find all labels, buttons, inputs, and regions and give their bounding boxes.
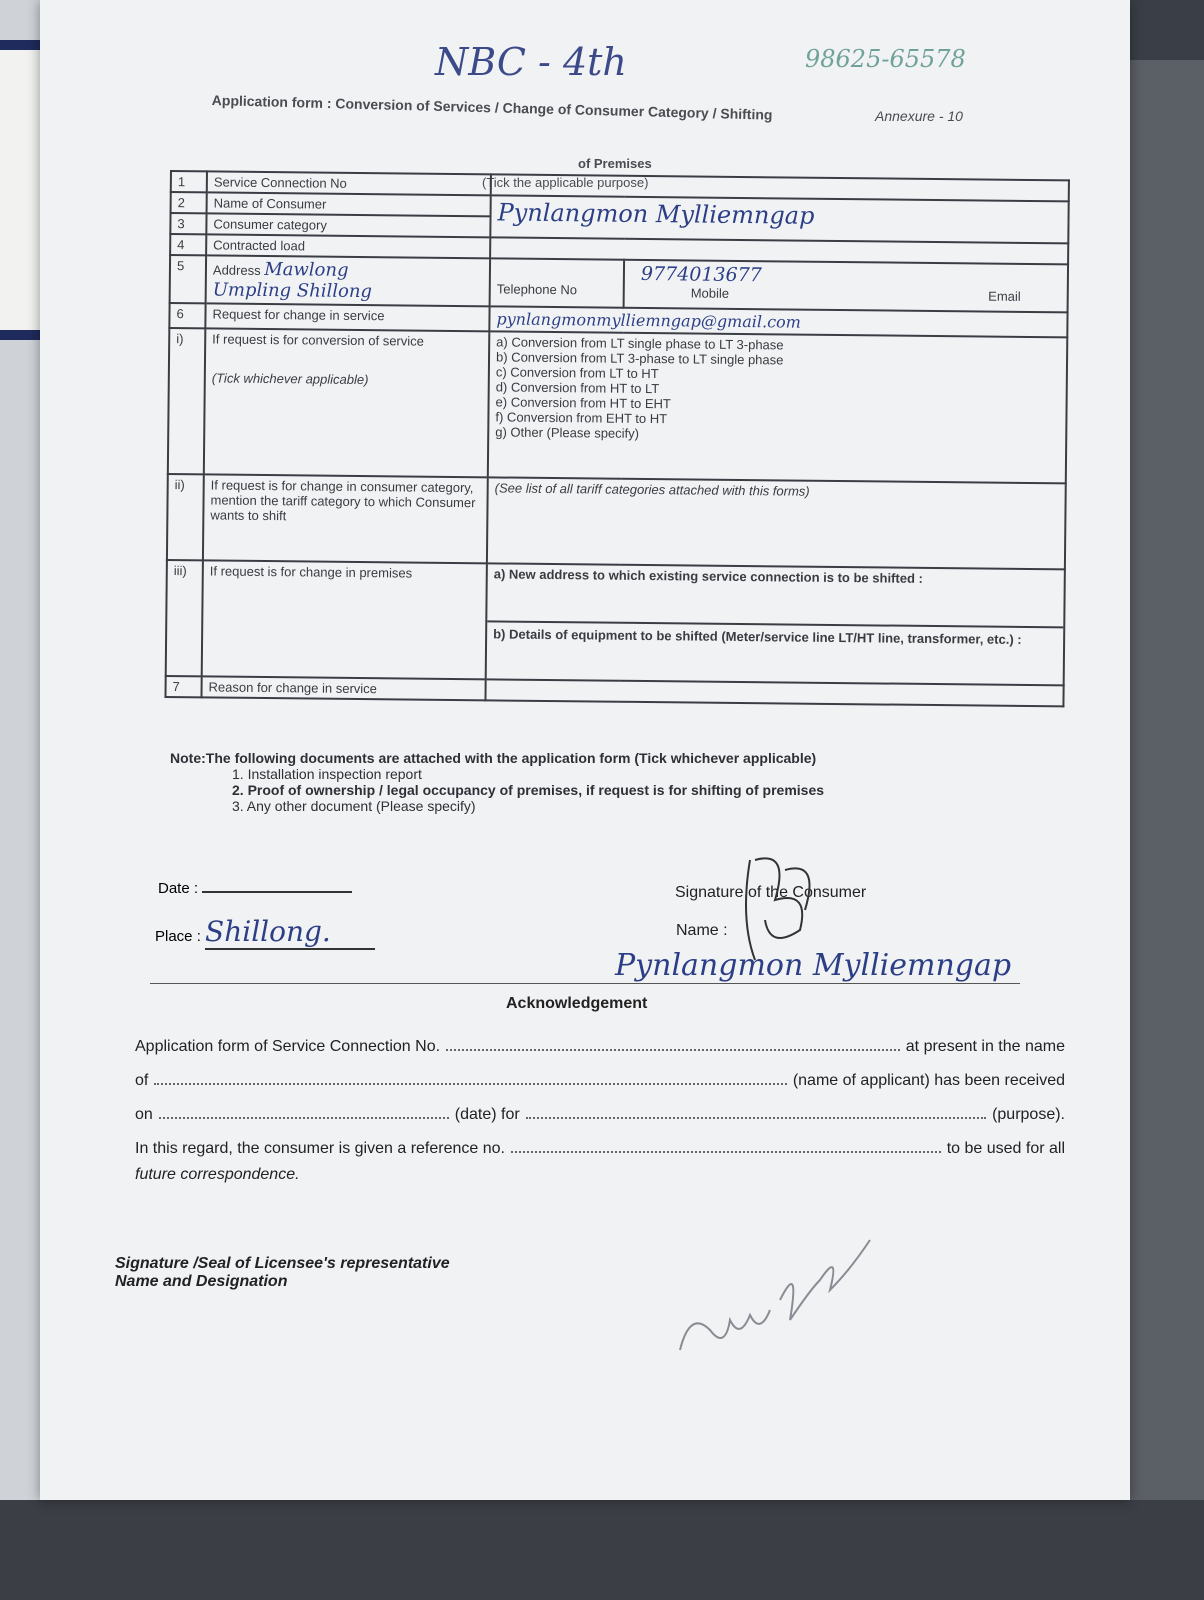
ack-line3-end: (purpose). <box>992 1106 1065 1123</box>
reason-label: Reason for change in service <box>201 676 485 700</box>
premises-option-b[interactable]: b) Details of equipment to be shifted (Meter/service line LT/HT line, transformer, etc.) : <box>487 620 1063 647</box>
address-handwriting-1: Mawlong <box>264 258 349 281</box>
mobile-handwriting: 9774013677 <box>640 262 762 287</box>
date-field[interactable] <box>158 880 352 897</box>
form-subtitle: (Tick the applicable purpose) <box>482 175 649 190</box>
contracted-load-label: Contracted load <box>206 234 490 258</box>
consumer-category-label: Consumer category <box>206 213 490 237</box>
date-label: Date : <box>158 880 199 897</box>
conversion-option-d[interactable]: d) Conversion from HT to LT <box>495 379 660 397</box>
ack-line5: future correspondence. <box>135 1166 300 1183</box>
conversion-option-f[interactable]: f) Conversion from EHT to HT <box>495 409 668 427</box>
purpose-blank[interactable] <box>526 1117 986 1119</box>
conversion-option-b[interactable]: b) Conversion from LT 3-phase to LT single phase <box>495 349 784 368</box>
form-title-line2: of Premises <box>578 156 652 171</box>
service-connection-blank[interactable] <box>446 1049 900 1051</box>
place-field[interactable] <box>155 915 375 950</box>
mobile-label: Mobile <box>690 285 730 301</box>
note-item-3: 3. Any other document (Please specify) <box>232 798 476 814</box>
note-text: :The following documents are attached with the application form (Tick whichever applicable) <box>201 750 817 766</box>
conversion-label-cell <box>204 328 490 477</box>
ack-line1-start: Application form of Service Connection No. <box>135 1038 441 1055</box>
ack-line4-end: to be used for all <box>946 1140 1065 1157</box>
date-blank[interactable] <box>159 1117 449 1119</box>
licensee-name-label: Name and Designation <box>115 1273 288 1290</box>
category-change-value[interactable]: (See list of all tariff categories attached with this forms) <box>487 477 1066 569</box>
row-number: 6 <box>169 303 205 328</box>
ack-line1-end: at present in the name <box>905 1038 1065 1055</box>
conversion-option-g[interactable]: g) Other (Please specify) <box>495 424 640 441</box>
ack-line2-start: of <box>135 1072 149 1089</box>
divider <box>150 983 1020 984</box>
ack-line4-start: In this regard, the consumer is given a reference no. <box>135 1140 505 1157</box>
conversion-option-c[interactable]: c) Conversion from LT to HT <box>495 364 659 382</box>
address-cell[interactable] <box>206 255 490 306</box>
date-line <box>202 891 352 893</box>
acknowledgement-body <box>135 1030 1065 1184</box>
place-handwriting: Shillong. <box>205 915 375 950</box>
row-number: ii) <box>167 474 204 560</box>
note-block <box>170 750 1070 814</box>
row-number: 7 <box>165 676 201 697</box>
conversion-options <box>488 331 1067 483</box>
service-connection-label: Service Connection No <box>207 171 491 195</box>
conversion-option-e[interactable]: e) Conversion from HT to EHT <box>495 394 671 412</box>
premises-option-a[interactable]: a) New address to which existing service connection is to be shifted : <box>493 566 923 586</box>
premises-change-label: If request is for change in premises <box>202 560 487 679</box>
contact-cell[interactable] <box>624 260 1068 313</box>
licensee-signature-label: Signature /Seal of Licensee's representative <box>115 1255 450 1272</box>
licensee-signature-image <box>670 1220 910 1370</box>
conversion-note: (Tick whichever applicable) <box>211 370 369 388</box>
address-label: Address <box>212 262 261 278</box>
consumer-name-label: Name of Consumer <box>207 192 491 216</box>
form-title-line1: Application form : Conversion of Services / Change of Consumer Category / Shifting <box>211 92 773 123</box>
request-change-label: Request for change in service <box>205 303 489 331</box>
consumer-name-signature: Pynlangmon Mylliemngap <box>615 948 1012 983</box>
note-item-2: 2. Proof of ownership / legal occupancy of premises, if request is for shifting of premises <box>232 782 825 798</box>
desk-bottom-background <box>0 1500 1204 1600</box>
consumer-name-value[interactable] <box>490 195 1068 243</box>
row-number: 5 <box>170 255 207 303</box>
premises-change-cell <box>486 563 1065 685</box>
ack-line3-start: on <box>135 1106 153 1123</box>
telephone-label: Telephone No <box>496 281 578 298</box>
telephone-cell <box>490 258 624 307</box>
note-item-1: 1. Installation inspection report <box>232 766 422 782</box>
ack-line2-end: (name of applicant) has been received <box>792 1072 1065 1089</box>
conversion-label: If request is for conversion of service <box>212 331 425 349</box>
place-label: Place : <box>155 928 201 945</box>
applicant-name-blank[interactable] <box>154 1083 786 1085</box>
note-lead: Note <box>170 750 202 766</box>
form-title <box>212 92 1012 129</box>
row-number: 2 <box>171 192 207 213</box>
row-number: iii) <box>166 560 203 676</box>
row-number: i) <box>168 328 206 474</box>
ack-line3-mid: (date) for <box>454 1106 520 1123</box>
handwritten-phone-top-right: 98625-65578 <box>805 45 966 73</box>
consumer-signature-label: Signature of the Consumer <box>675 884 867 901</box>
reference-blank[interactable] <box>511 1151 941 1153</box>
conversion-option-a[interactable]: a) Conversion from LT single phase to LT 3-phase <box>496 334 784 353</box>
email-label: Email <box>988 288 1021 304</box>
document-page <box>40 0 1130 1500</box>
email-handwriting: pynlangmonmylliemngap@gmail.com <box>496 309 802 332</box>
row-number: 3 <box>170 213 206 234</box>
row-number: 4 <box>170 234 206 255</box>
row-number: 1 <box>171 171 207 192</box>
acknowledgement-title: Acknowledgement <box>506 995 648 1012</box>
handwritten-note-top-left: NBC - 4th <box>435 40 627 84</box>
consumer-name-handwriting: Pynlangmon Mylliemngap <box>497 198 815 230</box>
application-table <box>164 170 1069 707</box>
category-change-label: If request is for change in consumer category, mention the tariff category to which Consumer wants to shift <box>203 474 488 563</box>
address-handwriting-2: Umpling Shillong <box>212 279 373 303</box>
annexure-label: Annexure - 10 <box>875 108 963 124</box>
name-label: Name : <box>676 922 728 939</box>
licensee-block <box>115 1255 450 1291</box>
